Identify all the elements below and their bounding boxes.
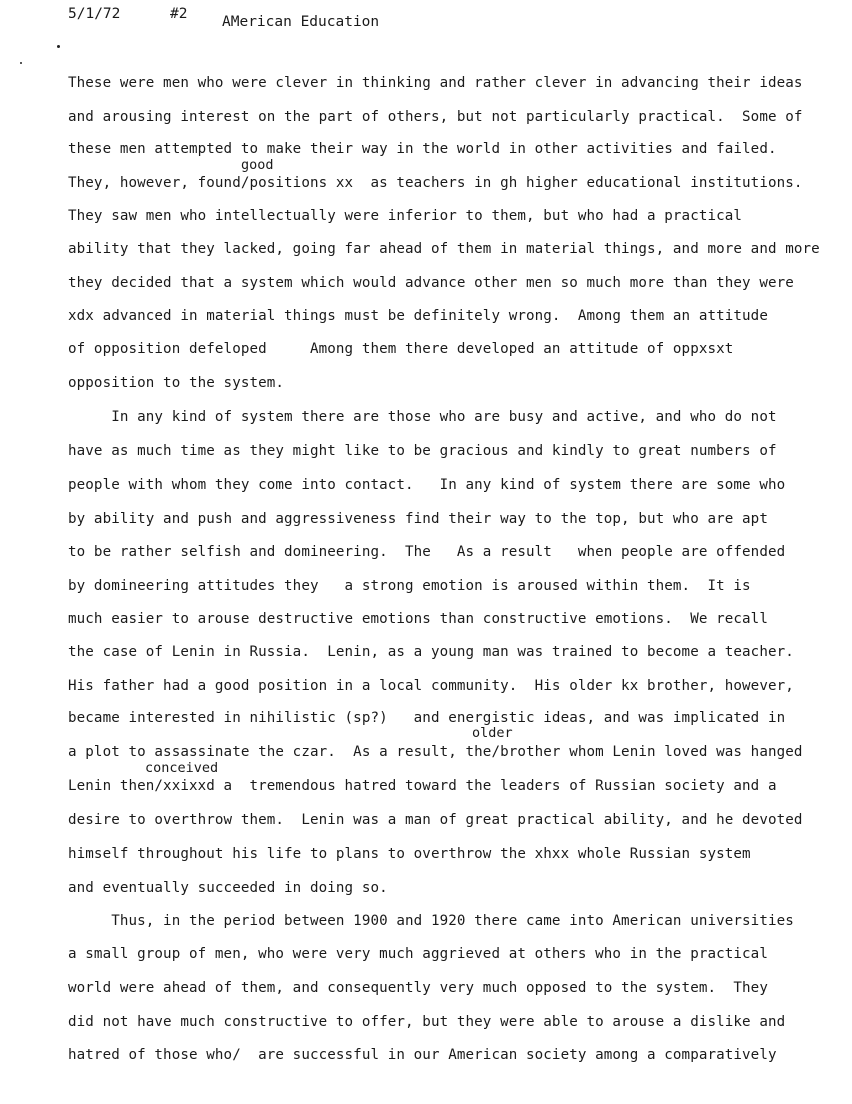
text-line: the case of Lenin in Russia. Lenin, as a young man was trained to become a teacher. [68, 644, 794, 660]
text-line: world were ahead of them, and consequently very much opposed to the system. They [68, 980, 768, 996]
speck-mark [20, 62, 22, 64]
text-line: xdx advanced in material things must be definitely wrong. Among them an attitude [68, 308, 768, 324]
text-line: and arousing interest on the part of others, but not particularly practical. Some of [68, 109, 803, 125]
insertion-older: older [472, 725, 513, 741]
insertion-conceived: conceived [145, 760, 219, 776]
text-line: hatred of those who/ are successful in our American society among a comparatively [68, 1047, 777, 1063]
text-line: these men attempted to make their way in the world in other activities and failed. [68, 141, 777, 157]
text-line: a small group of men, who were very much aggrieved at others who in the practical [68, 946, 768, 962]
text-line: became interested in nihilistic (sp?) and energistic ideas, and was implicated in [68, 710, 786, 726]
speck-mark [57, 45, 60, 48]
text-line: to be rather selfish and domineering. The As a result when people are offended [68, 544, 786, 560]
text-line: himself throughout his life to plans to overthrow the xhxx whole Russian system [68, 846, 751, 862]
header-date: 5/1/72 [68, 6, 121, 22]
text-line: did not have much constructive to offer, but they were able to arouse a dislike and [68, 1014, 786, 1030]
text-line: by domineering attitudes they a strong emotion is aroused within them. It is [68, 578, 751, 594]
text-line: They saw men who intellectually were inferior to them, but who had a practical [68, 208, 743, 224]
text-line: they decided that a system which would advance other men so much more than they were [68, 275, 794, 291]
text-line: and eventually succeeded in doing so. [68, 880, 388, 896]
text-line: much easier to arouse destructive emotions than constructive emotions. We recall [68, 611, 768, 627]
text-line: of opposition defeloped Among them there developed an attitude of oppxsxt [68, 341, 734, 357]
text-line: In any kind of system there are those who are busy and active, and who do not [68, 409, 777, 425]
text-line: ability that they lacked, going far ahead of them in material things, and more and more [68, 241, 820, 257]
text-line: Thus, in the period between 1900 and 1920 there came into American universities [68, 913, 794, 929]
text-line: people with whom they come into contact. In any kind of system there are some who [68, 477, 786, 493]
text-line: by ability and push and aggressiveness find their way to the top, but who are apt [68, 511, 768, 527]
text-line: opposition to the system. [68, 375, 285, 391]
text-line: desire to overthrow them. Lenin was a man of great practical ability, and he devoted [68, 812, 803, 828]
insertion-good: good [241, 157, 274, 173]
text-line: These were men who were clever in thinking and rather clever in advancing their ideas [68, 75, 803, 91]
header-number: #2 [170, 6, 188, 22]
header-title: AMerican Education [222, 14, 380, 30]
text-line: a plot to assassinate the czar. As a result, the/brother whom Lenin loved was hanged [68, 744, 803, 760]
text-line: They, however, found/positions xx as teachers in gh higher educational institutions. [68, 175, 803, 191]
text-line: have as much time as they might like to be gracious and kindly to great numbers of [68, 443, 777, 459]
text-line: Lenin then/xxixxd a tremendous hatred toward the leaders of Russian society and a [68, 778, 777, 794]
text-line: His father had a good position in a local community. His older kx brother, however, [68, 678, 794, 694]
